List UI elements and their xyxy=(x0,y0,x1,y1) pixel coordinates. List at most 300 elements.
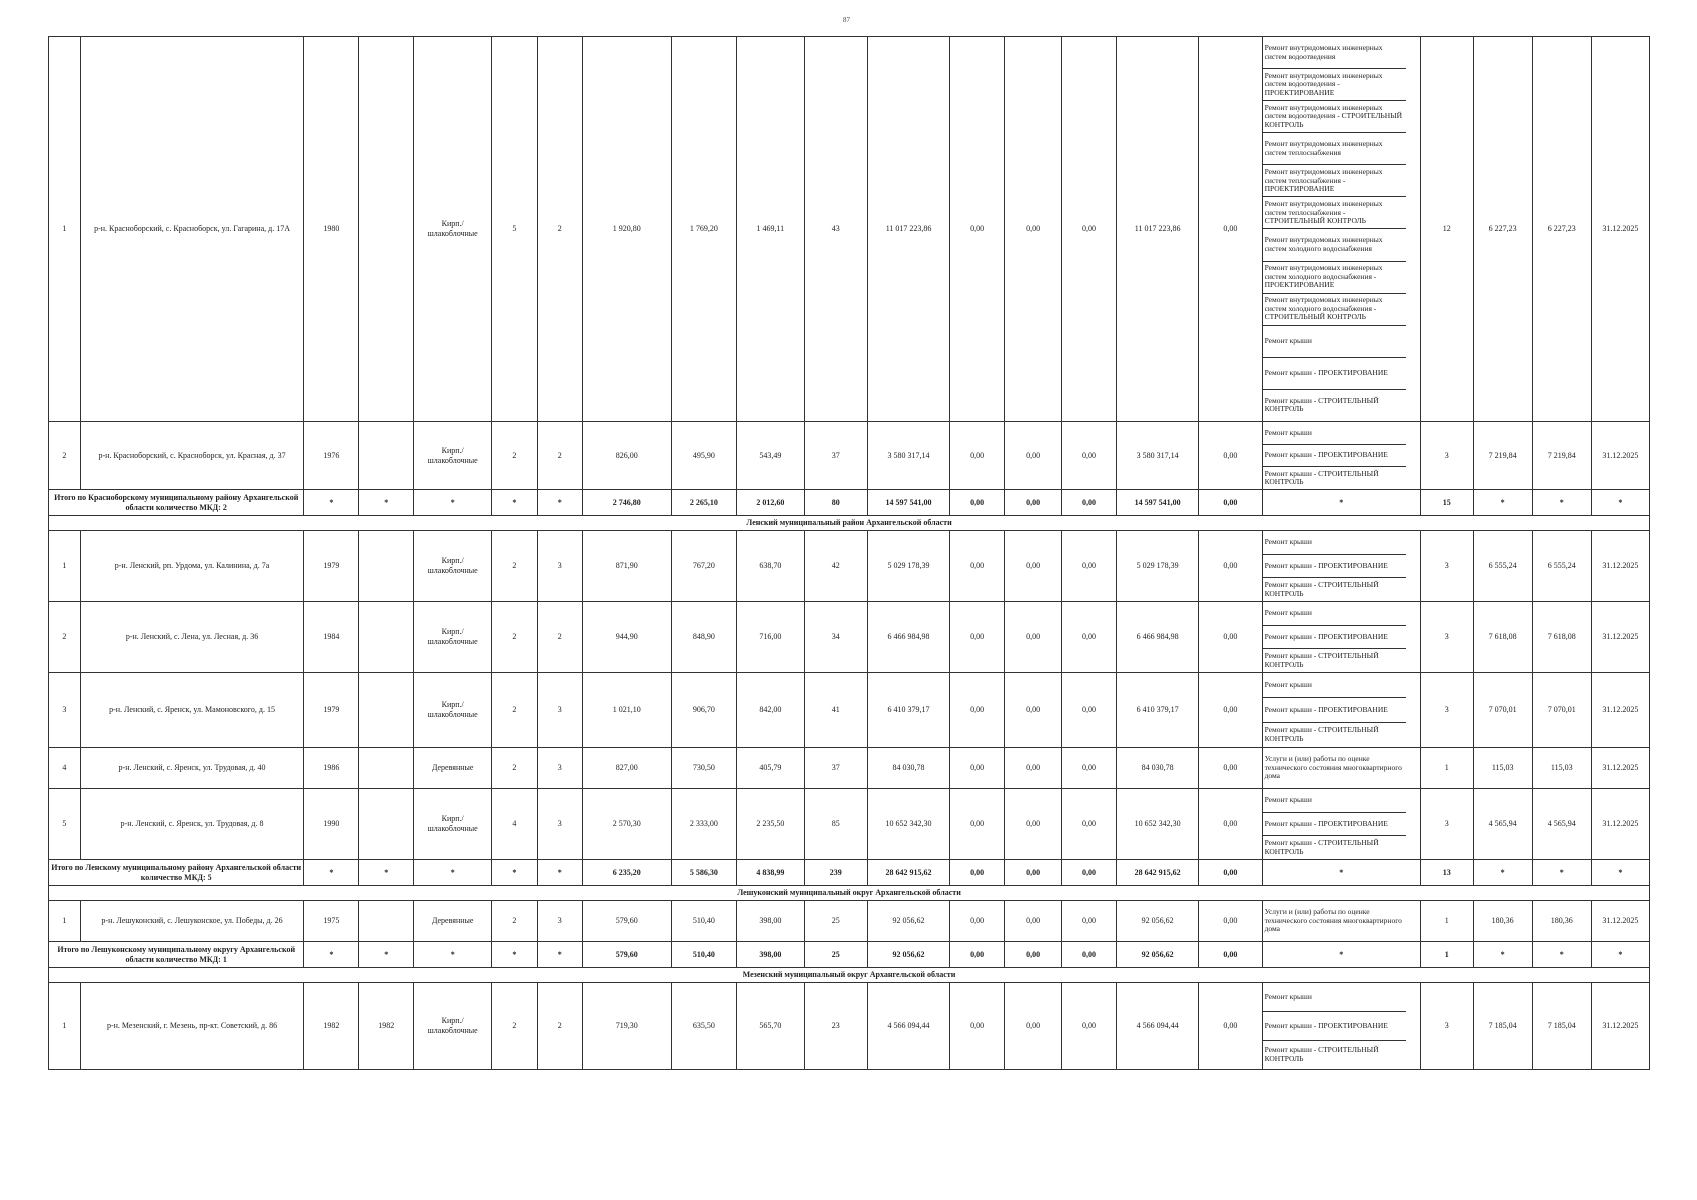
owned-area-cell: 716,00 xyxy=(737,602,805,673)
work-item: Ремонт крыши xyxy=(1263,422,1406,445)
work-item: Ремонт крыши - СТРОИТЕЛЬНЫЙ КОНТРОЛЬ xyxy=(1264,395,1379,414)
table-row xyxy=(49,789,1650,860)
works-count-cell: 3 xyxy=(1420,602,1473,673)
works-list-cell xyxy=(1262,748,1420,789)
year-built-cell: 1980 xyxy=(304,37,359,422)
wall-material-cell: Кирп./ шлакоблочные xyxy=(414,422,492,490)
living-area-cell: 1 769,20 xyxy=(671,37,736,422)
year-built-cell: 1976 xyxy=(304,422,359,490)
work-item: Ремонт крыши - ПРОЕКТИРОВАНИЕ xyxy=(1263,358,1406,390)
row-number: 1 xyxy=(49,983,81,1070)
residents-cell: 42 xyxy=(804,531,867,602)
dash-cell: * xyxy=(492,942,537,968)
total-area-cell: 826,00 xyxy=(582,422,671,490)
year-built-cell: 1986 xyxy=(304,748,359,789)
living-area-cell: 635,50 xyxy=(671,983,736,1070)
total-fund2-cell: 0,00 xyxy=(1005,942,1062,968)
other-funds-cell: 0,00 xyxy=(1199,673,1262,748)
other-funds-cell: 0,00 xyxy=(1199,789,1262,860)
unit-cost-cell: 7 185,04 xyxy=(1473,983,1532,1070)
year-built-cell: 1979 xyxy=(304,531,359,602)
works-count-cell: 1 xyxy=(1420,901,1473,942)
living-area-cell: 767,20 xyxy=(671,531,736,602)
section-header-row xyxy=(49,886,1650,901)
total-cost-cell: 11 017 223,86 xyxy=(867,37,949,422)
total-other-cell: 0,00 xyxy=(1199,490,1262,516)
unit-cost-cell: 6 555,24 xyxy=(1473,531,1532,602)
unit-cost-cell: 6 227,23 xyxy=(1473,37,1532,422)
deadline-cell: 31.12.2025 xyxy=(1591,901,1649,942)
wall-material-cell: Кирп./ шлакоблочные xyxy=(414,789,492,860)
dash-cell: * xyxy=(1532,942,1591,968)
work-item: Услуги и (или) работы по оценке технического состояния многоквартирного дома xyxy=(1264,907,1402,934)
residents-cell: 43 xyxy=(804,37,867,422)
wall-material-cell: Кирп./ шлакоблочные xyxy=(414,602,492,673)
work-item: Ремонт внутридомовых инженерных систем теплоснабжения - ПРОЕКТИРОВАНИЕ xyxy=(1263,165,1406,197)
works-count-cell: 3 xyxy=(1420,789,1473,860)
table-row xyxy=(49,983,1650,1070)
section-header-row xyxy=(49,968,1650,983)
unit-cost-cell: 7 219,84 xyxy=(1473,422,1532,490)
dash-cell: * xyxy=(1262,490,1420,516)
table-row xyxy=(49,531,1650,602)
works-list-cell xyxy=(1262,901,1420,942)
wall-material-cell: Кирп./ шлакоблочные xyxy=(414,673,492,748)
works-list-cell xyxy=(1262,422,1420,490)
year-renovation-cell: 1982 xyxy=(359,983,414,1070)
total-works-count-cell: 15 xyxy=(1420,490,1473,516)
section-total-row xyxy=(49,490,1650,516)
address-cell: р-н. Красноборский, с. Красноборск, ул. Красная, д. 37 xyxy=(80,422,304,490)
owners-funds-cell: 5 029 178,39 xyxy=(1116,531,1198,602)
year-renovation-cell xyxy=(359,901,414,942)
total-other-cell: 0,00 xyxy=(1199,860,1262,886)
works-list-cell xyxy=(1262,602,1420,673)
total-label: Итого по Красноборскому муниципальному району Архангельской области количество МКД: 2 xyxy=(49,490,304,516)
total-works-count-cell: 13 xyxy=(1420,860,1473,886)
deadline-cell: 31.12.2025 xyxy=(1591,673,1649,748)
work-item: Ремонт крыши xyxy=(1263,673,1406,698)
work-item: Ремонт крыши - СТРОИТЕЛЬНЫЙ КОНТРОЛЬ xyxy=(1264,725,1379,743)
residents-cell: 37 xyxy=(804,748,867,789)
section-header-row xyxy=(49,516,1650,531)
other-funds-cell: 0,00 xyxy=(1199,602,1262,673)
year-renovation-cell xyxy=(359,789,414,860)
work-item: Ремонт внутридомовых инженерных систем теплоснабжения xyxy=(1263,133,1406,165)
section-title: Ленский муниципальный район Архангельской области xyxy=(49,516,1650,531)
fund-cell: 0,00 xyxy=(950,901,1005,942)
total-other-cell: 0,00 xyxy=(1199,942,1262,968)
regional-budget-cell: 0,00 xyxy=(1005,789,1062,860)
year-renovation-cell xyxy=(359,422,414,490)
floors-cell: 2 xyxy=(492,983,537,1070)
total-cost-cell: 3 580 317,14 xyxy=(867,422,949,490)
floors-cell: 2 xyxy=(492,748,537,789)
works-count-cell: 12 xyxy=(1420,37,1473,422)
dash-cell: * xyxy=(537,860,582,886)
works-count-cell: 3 xyxy=(1420,422,1473,490)
dash-cell: * xyxy=(537,490,582,516)
section-title: Мезенский муниципальный округ Архангельской области xyxy=(49,968,1650,983)
entrances-cell: 2 xyxy=(537,422,582,490)
table-row xyxy=(49,673,1650,748)
table-row xyxy=(49,422,1650,490)
total-works-count-cell: 1 xyxy=(1420,942,1473,968)
max-unit-cost-cell: 7 185,04 xyxy=(1532,983,1591,1070)
max-unit-cost-cell: 7 070,01 xyxy=(1532,673,1591,748)
owners-funds-cell: 4 566 094,44 xyxy=(1116,983,1198,1070)
floors-cell: 2 xyxy=(492,673,537,748)
works-list-cell xyxy=(1262,673,1420,748)
dash-cell: * xyxy=(304,860,359,886)
unit-cost-cell: 180,36 xyxy=(1473,901,1532,942)
residents-cell: 23 xyxy=(804,983,867,1070)
local-budget-cell: 0,00 xyxy=(1062,37,1117,422)
work-item: Ремонт внутридомовых инженерных систем холодного водоснабжения xyxy=(1263,229,1406,261)
total-area-cell: 944,90 xyxy=(582,602,671,673)
local-budget-cell: 0,00 xyxy=(1062,422,1117,490)
dash-cell: * xyxy=(414,942,492,968)
address-cell: р-н. Лешуконский, с. Лешуконское, ул. Победы, д. 26 xyxy=(80,901,304,942)
other-funds-cell: 0,00 xyxy=(1199,748,1262,789)
year-renovation-cell xyxy=(359,531,414,602)
dash-cell: * xyxy=(1591,490,1649,516)
row-number: 4 xyxy=(49,748,81,789)
floors-cell: 2 xyxy=(492,422,537,490)
dash-cell: * xyxy=(492,490,537,516)
regional-budget-cell: 0,00 xyxy=(1005,901,1062,942)
entrances-cell: 3 xyxy=(537,748,582,789)
other-funds-cell: 0,00 xyxy=(1199,422,1262,490)
total-area-owned-cell: 398,00 xyxy=(737,942,805,968)
deadline-cell: 31.12.2025 xyxy=(1591,531,1649,602)
deadline-cell: 31.12.2025 xyxy=(1591,748,1649,789)
year-built-cell: 1982 xyxy=(304,983,359,1070)
work-item: Ремонт крыши - СТРОИТЕЛЬНЫЙ КОНТРОЛЬ xyxy=(1264,651,1379,669)
dash-cell: * xyxy=(304,490,359,516)
living-area-cell: 510,40 xyxy=(671,901,736,942)
table-row xyxy=(49,748,1650,789)
wall-material-cell: Кирп./ шлакоблочные xyxy=(414,531,492,602)
owned-area-cell: 2 235,50 xyxy=(737,789,805,860)
dash-cell: * xyxy=(304,942,359,968)
dash-cell: * xyxy=(359,942,414,968)
address-cell: р-н. Ленский, с. Лена, ул. Лесная, д. 36 xyxy=(80,602,304,673)
total-area-living-cell: 510,40 xyxy=(671,942,736,968)
total-area-cell: 871,90 xyxy=(582,531,671,602)
dash-cell: * xyxy=(1532,490,1591,516)
living-area-cell: 848,90 xyxy=(671,602,736,673)
residents-cell: 85 xyxy=(804,789,867,860)
total-area-cell: 827,00 xyxy=(582,748,671,789)
section-total-row xyxy=(49,860,1650,886)
dash-cell: * xyxy=(359,490,414,516)
regional-budget-cell: 0,00 xyxy=(1005,983,1062,1070)
total-fund1-cell: 0,00 xyxy=(950,490,1005,516)
address-cell: р-н. Ленский, с. Яренск, ул. Мамоновского, д. 15 xyxy=(80,673,304,748)
works-count-cell: 3 xyxy=(1420,673,1473,748)
total-residents-cell: 80 xyxy=(804,490,867,516)
table-row xyxy=(49,37,1650,422)
total-fund3-cell: 0,00 xyxy=(1062,860,1117,886)
max-unit-cost-cell: 7 618,08 xyxy=(1532,602,1591,673)
row-number: 1 xyxy=(49,531,81,602)
entrances-cell: 3 xyxy=(537,531,582,602)
works-list-cell xyxy=(1262,789,1420,860)
total-fund1-cell: 0,00 xyxy=(950,860,1005,886)
deadline-cell: 31.12.2025 xyxy=(1591,422,1649,490)
max-unit-cost-cell: 6 555,24 xyxy=(1532,531,1591,602)
wall-material-cell: Деревянные xyxy=(414,901,492,942)
dash-cell: * xyxy=(1473,860,1532,886)
fund-cell: 0,00 xyxy=(950,531,1005,602)
owners-funds-cell: 6 410 379,17 xyxy=(1116,673,1198,748)
regional-budget-cell: 0,00 xyxy=(1005,602,1062,673)
floors-cell: 2 xyxy=(492,602,537,673)
work-item: Ремонт крыши - ПРОЕКТИРОВАНИЕ xyxy=(1263,626,1406,650)
fund-cell: 0,00 xyxy=(950,983,1005,1070)
work-item: Ремонт крыши - СТРОИТЕЛЬНЫЙ КОНТРОЛЬ xyxy=(1264,1045,1379,1063)
row-number: 2 xyxy=(49,602,81,673)
work-item: Ремонт внутридомовых инженерных систем холодного водоснабжения - СТРОИТЕЛЬНЫЙ КОНТРОЛЬ xyxy=(1263,294,1406,326)
repair-program-table xyxy=(48,36,1650,1070)
year-renovation-cell xyxy=(359,602,414,673)
local-budget-cell: 0,00 xyxy=(1062,531,1117,602)
year-built-cell: 1984 xyxy=(304,602,359,673)
living-area-cell: 730,50 xyxy=(671,748,736,789)
fund-cell: 0,00 xyxy=(950,422,1005,490)
work-item: Ремонт внутридомовых инженерных систем теплоснабжения - СТРОИТЕЛЬНЫЙ КОНТРОЛЬ xyxy=(1263,197,1406,229)
total-cost-total-cell: 14 597 541,00 xyxy=(867,490,949,516)
deadline-cell: 31.12.2025 xyxy=(1591,37,1649,422)
row-number: 1 xyxy=(49,901,81,942)
total-area-total-cell: 6 235,20 xyxy=(582,860,671,886)
total-cost-cell: 6 466 984,98 xyxy=(867,602,949,673)
dash-cell: * xyxy=(492,860,537,886)
total-area-cell: 2 570,30 xyxy=(582,789,671,860)
floors-cell: 4 xyxy=(492,789,537,860)
address-cell: р-н. Ленский, с. Яренск, ул. Трудовая, д. 8 xyxy=(80,789,304,860)
residents-cell: 41 xyxy=(804,673,867,748)
owned-area-cell: 405,79 xyxy=(737,748,805,789)
deadline-cell: 31.12.2025 xyxy=(1591,602,1649,673)
works-list-cell xyxy=(1262,37,1420,422)
max-unit-cost-cell: 180,36 xyxy=(1532,901,1591,942)
max-unit-cost-cell: 4 565,94 xyxy=(1532,789,1591,860)
living-area-cell: 495,90 xyxy=(671,422,736,490)
total-area-living-cell: 5 586,30 xyxy=(671,860,736,886)
works-list-cell xyxy=(1262,531,1420,602)
total-residents-cell: 25 xyxy=(804,942,867,968)
year-built-cell: 1979 xyxy=(304,673,359,748)
row-number: 3 xyxy=(49,673,81,748)
other-funds-cell: 0,00 xyxy=(1199,531,1262,602)
entrances-cell: 3 xyxy=(537,673,582,748)
living-area-cell: 906,70 xyxy=(671,673,736,748)
total-area-total-cell: 2 746,80 xyxy=(582,490,671,516)
total-area-cell: 1 021,10 xyxy=(582,673,671,748)
max-unit-cost-cell: 7 219,84 xyxy=(1532,422,1591,490)
fund-cell: 0,00 xyxy=(950,602,1005,673)
residents-cell: 25 xyxy=(804,901,867,942)
dash-cell: * xyxy=(1532,860,1591,886)
local-budget-cell: 0,00 xyxy=(1062,748,1117,789)
regional-budget-cell: 0,00 xyxy=(1005,37,1062,422)
local-budget-cell: 0,00 xyxy=(1062,673,1117,748)
owners-funds-cell: 6 466 984,98 xyxy=(1116,602,1198,673)
address-cell: р-н. Мезенский, г. Мезень, пр-кт. Советский, д. 86 xyxy=(80,983,304,1070)
total-area-owned-cell: 4 838,99 xyxy=(737,860,805,886)
dash-cell: * xyxy=(1591,942,1649,968)
entrances-cell: 2 xyxy=(537,602,582,673)
deadline-cell: 31.12.2025 xyxy=(1591,983,1649,1070)
work-item: Ремонт внутридомовых инженерных систем водоотведения xyxy=(1263,37,1406,69)
unit-cost-cell: 7 070,01 xyxy=(1473,673,1532,748)
other-funds-cell: 0,00 xyxy=(1199,901,1262,942)
local-budget-cell: 0,00 xyxy=(1062,789,1117,860)
dash-cell: * xyxy=(1262,860,1420,886)
work-item: Ремонт крыши xyxy=(1263,983,1406,1012)
owners-funds-cell: 84 030,78 xyxy=(1116,748,1198,789)
work-item: Ремонт крыши - СТРОИТЕЛЬНЫЙ КОНТРОЛЬ xyxy=(1264,468,1379,487)
local-budget-cell: 0,00 xyxy=(1062,602,1117,673)
total-fund2-cell: 0,00 xyxy=(1005,490,1062,516)
regional-budget-cell: 0,00 xyxy=(1005,748,1062,789)
total-cost-cell: 5 029 178,39 xyxy=(867,531,949,602)
total-owners-cell: 92 056,62 xyxy=(1116,942,1198,968)
entrances-cell: 3 xyxy=(537,789,582,860)
total-cost-cell: 84 030,78 xyxy=(867,748,949,789)
regional-budget-cell: 0,00 xyxy=(1005,531,1062,602)
total-cost-cell: 4 566 094,44 xyxy=(867,983,949,1070)
work-item: Ремонт крыши - СТРОИТЕЛЬНЫЙ КОНТРОЛЬ xyxy=(1264,580,1379,598)
total-cost-total-cell: 92 056,62 xyxy=(867,942,949,968)
dash-cell: * xyxy=(414,490,492,516)
address-cell: р-н. Красноборский, с. Красноборск, ул. Гагарина, д. 17А xyxy=(80,37,304,422)
unit-cost-cell: 115,03 xyxy=(1473,748,1532,789)
works-count-cell: 3 xyxy=(1420,983,1473,1070)
works-count-cell: 3 xyxy=(1420,531,1473,602)
row-number: 2 xyxy=(49,422,81,490)
entrances-cell: 2 xyxy=(537,37,582,422)
dash-cell: * xyxy=(1473,490,1532,516)
work-item: Ремонт крыши - СТРОИТЕЛЬНЫЙ КОНТРОЛЬ xyxy=(1264,838,1379,856)
wall-material-cell: Кирп./ шлакоблочные xyxy=(414,983,492,1070)
max-unit-cost-cell: 115,03 xyxy=(1532,748,1591,789)
total-fund2-cell: 0,00 xyxy=(1005,860,1062,886)
works-count-cell: 1 xyxy=(1420,748,1473,789)
living-area-cell: 2 333,00 xyxy=(671,789,736,860)
floors-cell: 5 xyxy=(492,37,537,422)
total-owners-cell: 28 642 915,62 xyxy=(1116,860,1198,886)
total-label: Итого по Лешуконскому муниципальному округу Архангельской области количество МКД: 1 xyxy=(49,942,304,968)
address-cell: р-н. Ленский, с. Яренск, ул. Трудовая, д. 40 xyxy=(80,748,304,789)
regional-budget-cell: 0,00 xyxy=(1005,422,1062,490)
work-item: Ремонт крыши - ПРОЕКТИРОВАНИЕ xyxy=(1263,555,1406,579)
work-item: Услуги и (или) работы по оценке технического состояния многоквартирного дома xyxy=(1264,754,1402,781)
entrances-cell: 2 xyxy=(537,983,582,1070)
total-residents-cell: 239 xyxy=(804,860,867,886)
other-funds-cell: 0,00 xyxy=(1199,983,1262,1070)
residents-cell: 37 xyxy=(804,422,867,490)
dash-cell: * xyxy=(359,860,414,886)
total-area-cell: 579,60 xyxy=(582,901,671,942)
fund-cell: 0,00 xyxy=(950,789,1005,860)
total-cost-total-cell: 28 642 915,62 xyxy=(867,860,949,886)
dash-cell: * xyxy=(1591,860,1649,886)
work-item: Ремонт крыши xyxy=(1263,531,1406,555)
row-number: 5 xyxy=(49,789,81,860)
year-renovation-cell xyxy=(359,673,414,748)
wall-material-cell: Кирп./ шлакоблочные xyxy=(414,37,492,422)
wall-material-cell: Деревянные xyxy=(414,748,492,789)
owned-area-cell: 1 469,11 xyxy=(737,37,805,422)
dash-cell: * xyxy=(1473,942,1532,968)
total-area-total-cell: 579,60 xyxy=(582,942,671,968)
total-cost-cell: 10 652 342,30 xyxy=(867,789,949,860)
year-renovation-cell xyxy=(359,37,414,422)
owned-area-cell: 398,00 xyxy=(737,901,805,942)
work-item: Ремонт крыши xyxy=(1263,789,1406,813)
work-item: Ремонт крыши xyxy=(1263,602,1406,626)
floors-cell: 2 xyxy=(492,531,537,602)
regional-budget-cell: 0,00 xyxy=(1005,673,1062,748)
address-cell: р-н. Ленский, рп. Урдома, ул. Калинина, д. 7а xyxy=(80,531,304,602)
page-number: 87 xyxy=(843,16,850,24)
floors-cell: 2 xyxy=(492,901,537,942)
year-renovation-cell xyxy=(359,748,414,789)
dash-cell: * xyxy=(537,942,582,968)
deadline-cell: 31.12.2025 xyxy=(1591,789,1649,860)
total-owners-cell: 14 597 541,00 xyxy=(1116,490,1198,516)
dash-cell: * xyxy=(414,860,492,886)
work-item: Ремонт крыши xyxy=(1263,326,1406,358)
work-item: Ремонт крыши - ПРОЕКТИРОВАНИЕ xyxy=(1263,813,1406,837)
owners-funds-cell: 11 017 223,86 xyxy=(1116,37,1198,422)
owners-funds-cell: 3 580 317,14 xyxy=(1116,422,1198,490)
row-number: 1 xyxy=(49,37,81,422)
residents-cell: 34 xyxy=(804,602,867,673)
dash-cell: * xyxy=(1262,942,1420,968)
fund-cell: 0,00 xyxy=(950,37,1005,422)
owners-funds-cell: 10 652 342,30 xyxy=(1116,789,1198,860)
year-built-cell: 1990 xyxy=(304,789,359,860)
fund-cell: 0,00 xyxy=(950,673,1005,748)
total-cost-cell: 92 056,62 xyxy=(867,901,949,942)
owned-area-cell: 543,49 xyxy=(737,422,805,490)
unit-cost-cell: 7 618,08 xyxy=(1473,602,1532,673)
entrances-cell: 3 xyxy=(537,901,582,942)
owned-area-cell: 842,00 xyxy=(737,673,805,748)
table-row xyxy=(49,901,1650,942)
total-area-owned-cell: 2 012,60 xyxy=(737,490,805,516)
section-title: Лешуконский муниципальный округ Архангельской области xyxy=(49,886,1650,901)
work-item: Ремонт крыши - ПРОЕКТИРОВАНИЕ xyxy=(1263,1012,1406,1041)
table-row xyxy=(49,602,1650,673)
total-area-cell: 1 920,80 xyxy=(582,37,671,422)
work-item: Ремонт внутридомовых инженерных систем холодного водоснабжения - ПРОЕКТИРОВАНИЕ xyxy=(1263,262,1406,294)
total-fund3-cell: 0,00 xyxy=(1062,942,1117,968)
total-fund1-cell: 0,00 xyxy=(950,942,1005,968)
work-item: Ремонт внутридомовых инженерных систем водоотведения - ПРОЕКТИРОВАНИЕ xyxy=(1263,69,1406,101)
section-total-row xyxy=(49,942,1650,968)
max-unit-cost-cell: 6 227,23 xyxy=(1532,37,1591,422)
work-item: Ремонт крыши - ПРОЕКТИРОВАНИЕ xyxy=(1263,445,1406,468)
unit-cost-cell: 4 565,94 xyxy=(1473,789,1532,860)
local-budget-cell: 0,00 xyxy=(1062,983,1117,1070)
other-funds-cell: 0,00 xyxy=(1199,37,1262,422)
total-fund3-cell: 0,00 xyxy=(1062,490,1117,516)
